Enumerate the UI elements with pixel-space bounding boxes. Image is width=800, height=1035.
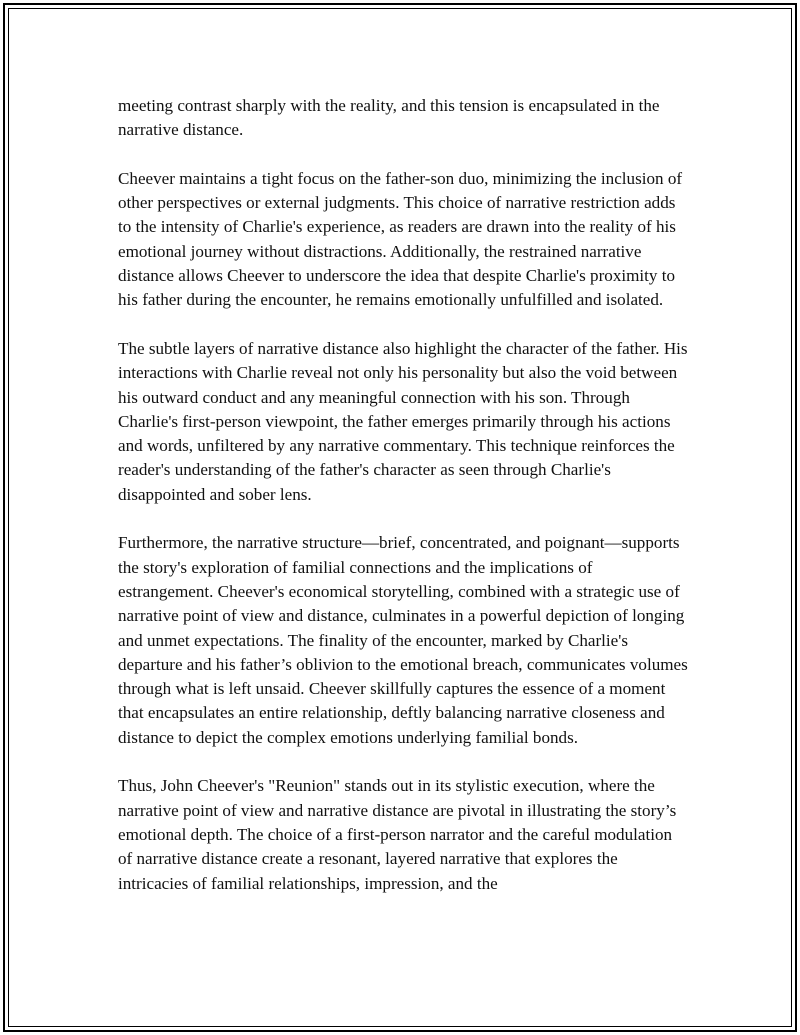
- paragraph-2: Cheever maintains a tight focus on the father-son duo, minimizing the inclusion of other perspectives or external judgments. This choice of narrative restriction adds to the intensity of Charlie's experience, as readers are drawn into the reality of his emotional journey without distractions. Additionally, the restrained narrative distance allows Cheever to underscore the idea that despite Charlie's proximity to his father during the encounter, he remains emotionally unfulfilled and isolated.: [118, 168, 683, 310]
- document-body: [118, 94, 688, 896]
- paragraph-4: Furthermore, the narrative structure—brief, concentrated, and poignant—supports the story's exploration of familial connections and the implications of estrangement. Cheever's economical storytelling, combined with a strategic use of narrative point of view and distance, culminates in a powerful depiction of longing and unmet expectations. The finality of the encounter, marked by Charlie's departure and his father’s oblivion to the emotional breach, communicates volumes through what is left unsaid. Cheever skillfully captures the essence of a moment that encapsulates an entire relationship, deftly balancing narrative closeness and distance to depict the complex emotions underlying familial bonds.: [118, 533, 688, 747]
- paragraph-5: Thus, John Cheever's "Reunion" stands out in its stylistic execution, where the narrative point of view and narrative distance are pivotal in illustrating the story’s emotional depth. The choice of a first-person narrator and the careful modulation of narrative distance create a resonant, layered narrative that explores the intricacies of familial relationships, impression, and the: [118, 776, 677, 893]
- paragraph-1: meeting contrast sharply with the reality, and this tension is encapsulated in the narrative distance.: [118, 96, 660, 140]
- paragraph-3: The subtle layers of narrative distance also highlight the character of the father. His interactions with Charlie reveal not only his personality but also the void between his outward conduct and any meaningful connection with his son. Through Charlie's first-person viewpoint, the father emerges primarily through his actions and words, unfiltered by any narrative commentary. This technique reinforces the reader's understanding of the father's character as seen through Charlie's disappointed and sober lens.: [118, 338, 688, 504]
